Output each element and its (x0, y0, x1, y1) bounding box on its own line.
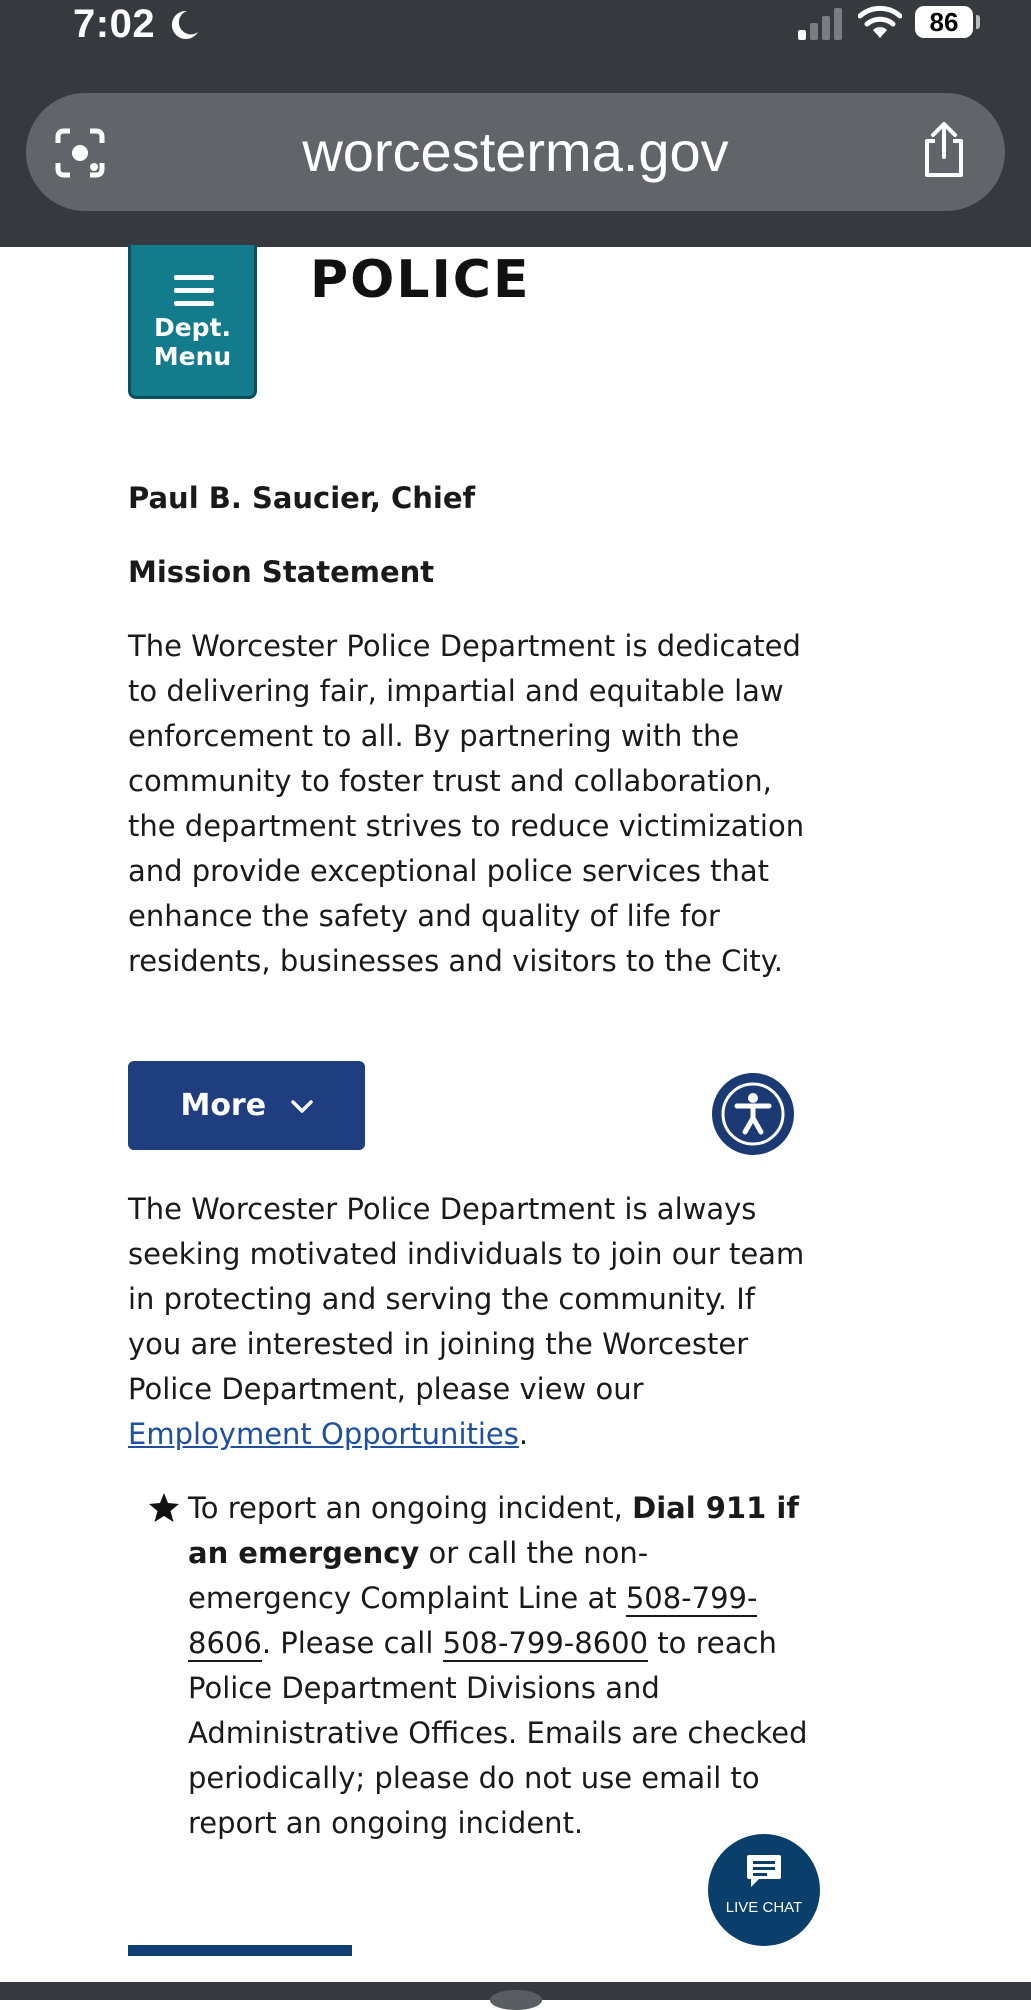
section-divider (128, 1945, 352, 1956)
employment-opportunities-link[interactable]: Employment Opportunities (128, 1417, 519, 1451)
dept-menu-label-line1: Dept. (153, 313, 232, 342)
dept-menu-label-line2: Menu (153, 342, 232, 371)
page-title: POLICE (310, 250, 531, 310)
live-chat-button[interactable] (708, 1834, 820, 1946)
url-text[interactable]: worcesterma.gov (302, 120, 729, 183)
browser-chrome (0, 0, 1031, 247)
divisions-phone-link[interactable]: 508-799-8600 (442, 1626, 649, 1660)
accessibility-icon (719, 1080, 787, 1148)
recruitment-body: The Worcester Police Department is always seeking motivated individuals to join our team in protecting and serving the community. If you are interested in joining the Worcester Police Department, please view our (128, 1192, 805, 1406)
accessibility-button[interactable] (712, 1073, 794, 1155)
more-label: More (180, 1088, 267, 1123)
report-incident-text (188, 1486, 808, 1846)
battery-icon (915, 6, 973, 38)
hamburger-icon (174, 275, 214, 307)
live-chat-label: LIVE CHAT (725, 1899, 803, 1916)
recruitment-end: . (518, 1417, 529, 1451)
star-icon (148, 1492, 180, 1524)
cellular-signal-icon (798, 8, 844, 40)
chat-bubble-icon (745, 1852, 783, 1890)
more-button[interactable] (128, 1061, 365, 1150)
report-part2: or call the non-emergency Complaint Line at (188, 1536, 649, 1615)
mission-text: The Worcester Police Department is dedicated to delivering fair, impartial and equitable law enforcement to all. By partnering with the community to foster trust and collaboration, the department strives to reduce victimization and provide exceptional police services that enhance the safety and quality of life for residents, businesses and visitors to the City. (128, 629, 805, 978)
chevron-down-icon (291, 1100, 313, 1114)
report-emergency-bold: Dial 911 if an emergency (188, 1491, 799, 1570)
report-part3: . Please call (261, 1626, 443, 1660)
dept-menu-button[interactable] (128, 245, 257, 399)
url-bar[interactable] (26, 93, 1005, 211)
moon-icon (167, 8, 201, 42)
wifi-icon (858, 4, 902, 40)
report-part4: to reach Police Department Divisions and Administrative Offices. Emails are checked periodically; please do not use email to report an ongoing incident. (188, 1626, 808, 1840)
battery-tip (976, 15, 980, 29)
report-part1: To report an ongoing incident, (188, 1491, 633, 1525)
mission-heading: Mission Statement (128, 555, 435, 589)
battery-level: 86 (929, 7, 959, 37)
status-time: 7:02 (73, 2, 156, 46)
complaint-line-phone-link[interactable]: 508-799-8606 (188, 1581, 758, 1660)
dept-menu-label (131, 313, 254, 371)
bottom-toolbar-handle[interactable] (490, 1990, 542, 2010)
share-icon[interactable] (919, 121, 969, 179)
recruitment-text (128, 1187, 808, 1457)
chief-name: Paul B. Saucier, Chief (128, 481, 476, 515)
